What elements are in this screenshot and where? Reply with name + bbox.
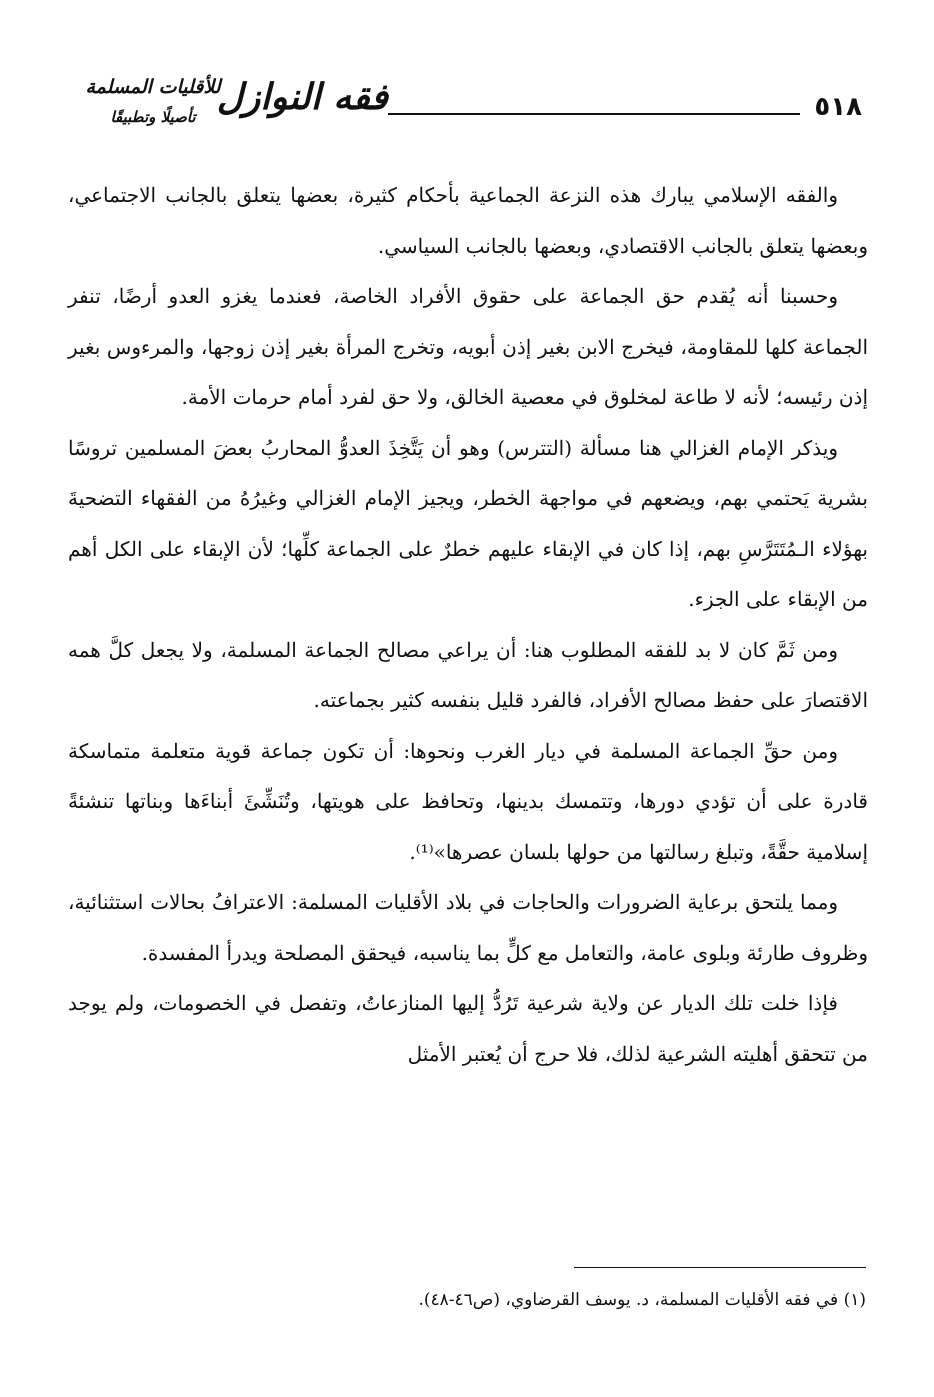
paragraph-5: ومن حقِّ الجماعة المسلمة في ديار الغرب ونحوها: أن تكون جماعة قوية متعلمة متماسكة قادرة على أن تؤدي دورها، وتتمسك بدينها، وتحافظ على هويتها، وتُنَشِّئَ أبناءَها وبناتها تنشئةً إسلامية حقَّةً، وتبلغ رسالتها من حولها بلسان عصرها»⁽¹⁾.	[68, 738, 868, 864]
book-subtitle: تأصيلًا وتطبيقًا	[110, 108, 196, 126]
paragraph-1: والفقه الإسلامي يبارك هذه النزعة الجماعية بأحكام كثيرة، بعضها يتعلق بالجانب الاجتماعي، وبعضها يتعلق بالجانب الاقتصادي، وبعضها بالجانب السياسي.	[68, 183, 868, 258]
page-number: ٥١٨	[814, 92, 862, 122]
footnote-rule	[574, 1267, 866, 1268]
book-title: فقه النوازل	[216, 76, 388, 118]
page-header	[78, 70, 862, 150]
paragraph-3: ويذكر الإمام الغزالي هنا مسألة (التترس) وهو أن يَتَّخِذَ العدوُّ المحاربُ بعضَ المسلمين تروسًا بشرية يَحتمي بهم، ويضعهم في مواجهة الخطر، ويجيز الإمام الغزالي وغيرُهُ من الفقهاء التضحيةَ بهؤلاء الـمُتَتَرَّسِ بهم، إذا كان في الإبقاء عليهم خطرٌ على الجماعة كلِّها؛ لأن الإبقاء على الكل أهم من الإبقاء على الجزء.	[68, 435, 868, 611]
paragraph-6: ومما يلتحق برعاية الضرورات والحاجات في بلاد الأقليات المسلمة: الاعترافُ بحالات استثنائية، وظروف طارئة وبلوى عامة، والتعامل مع كلٍّ بما يناسبه، فيحقق المصلحة ويدرأ المفسدة.	[68, 890, 868, 965]
paragraph-2: وحسبنا أنه يُقدم حق الجماعة على حقوق الأفراد الخاصة، فعندما يغزو العدو أرضًا، تنفر الجماعة كلها للمقاومة، فيخرج الابن بغير إذن أبويه، وتخرج المرأة بغير إذن زوجها، والمرءوس بغير إذن رئيسه؛ لأنه لا طاعة لمخلوق في معصية الخالق، ولا حق لفرد أمام حرمات الأمة.	[68, 284, 868, 409]
book-title-logo	[78, 70, 388, 150]
paragraph-7: فإذا خلت تلك الديار عن ولاية شرعية تَرُدُّ إليها المنازعاتُ، وتفصل في الخصومات، ولم يوجد من تتحقق أهليته الشرعية لذلك، فلا حرج أن يُعتبر الأمثل	[68, 991, 868, 1066]
book-title-side: للأقليات المسلمة	[85, 76, 221, 98]
header-rule	[388, 113, 800, 115]
body-text	[68, 170, 868, 1079]
footnote: (١) في فقه الأقليات المسلمة، د. يوسف القرضاوي، (ص٤٦-٤٨).	[418, 1290, 866, 1310]
paragraph-4: ومن ثَمَّ كان لا بد للفقه المطلوب هنا: أن يراعي مصالح الجماعة المسلمة، ولا يجعل كلَّ همه الاقتصارَ على حفظ مصالح الأفراد، فالفرد قليل بنفسه كثير بجماعته.	[68, 637, 868, 712]
